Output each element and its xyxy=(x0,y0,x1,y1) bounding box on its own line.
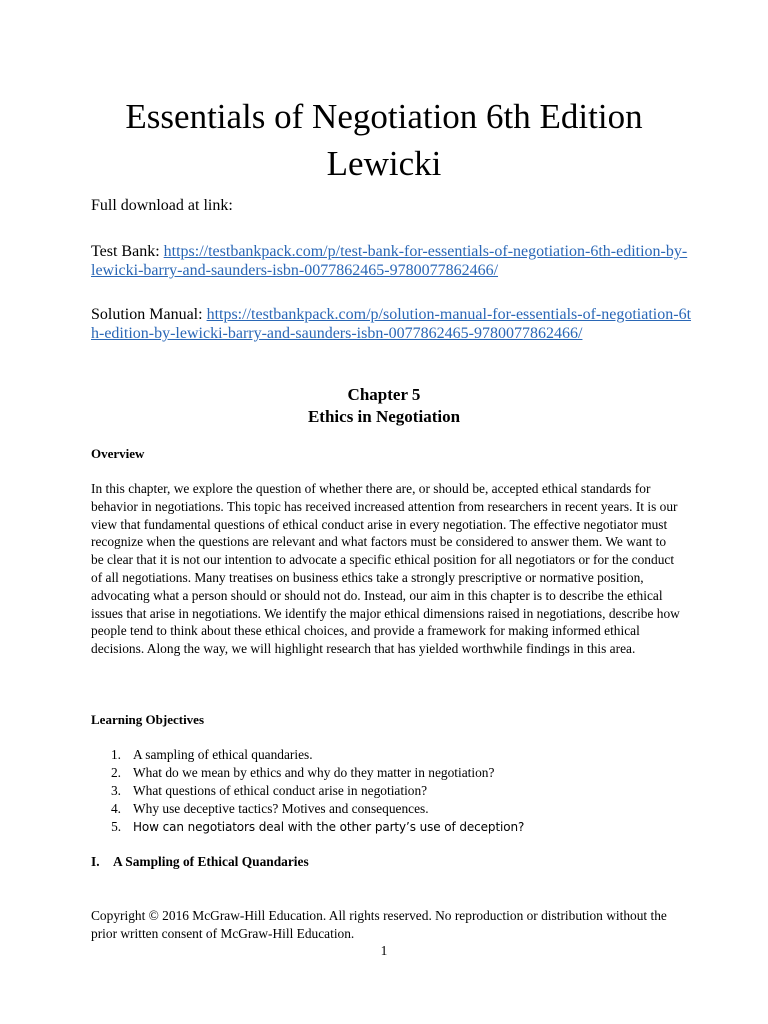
title-line-1: Essentials of Negotiation 6th Edition xyxy=(125,97,643,136)
list-item: 4. Why use deceptive tactics? Motives and consequences. xyxy=(110,801,429,816)
full-download-text: Full download at link: xyxy=(91,197,233,214)
overview-paragraph: In this chapter, we explore the question of whether there are, or should be, accepted ethical standards for behavior in negotiations. This topic has received increased attention from researchers in recent years. It is our view that fundamental questions of ethical conduct arise in every negotiation. The effective negotiator must recognize when the questions are relevant and what factors must be considered to answer them. We want to be clear that it is not our intention to advocate a specific ethical position for all negotiators or for the conduct of all negotiations. Many treatises on business ethics take a strongly prescriptive or normative position, advocating what a person should or should not do. Instead, our aim in this chapter is to describe the ethical issues that arise in negotiations. We identify the major ethical dimensions raised in negotiations, describe how people tend to think about these ethical choices, and provide a framework for making informed ethical decisions. Along the way, we will highlight research that has yielded worthwhile findings in this area. xyxy=(91,481,680,657)
section-number: I. xyxy=(91,854,100,869)
chapter-heading xyxy=(0,384,768,428)
copyright-footer: Copyright © 2016 McGraw-Hill Education. All rights reserved. No reproduction or distribution without the prior written consent of McGraw-Hill Education. xyxy=(91,908,667,941)
list-item: 2. What do we mean by ethics and why do they matter in negotiation? xyxy=(110,765,495,780)
chapter-title: Ethics in Negotiation xyxy=(307,407,461,426)
document-title xyxy=(0,93,768,187)
test-bank-line xyxy=(91,242,691,280)
section-title: A Sampling of Ethical Quandaries xyxy=(113,854,309,869)
chapter-number: Chapter 5 xyxy=(347,385,421,404)
section-heading xyxy=(91,854,309,870)
learning-objectives-heading: Learning Objectives xyxy=(91,712,205,727)
title-line-2: Lewicki xyxy=(326,144,442,183)
test-bank-label: Test Bank: xyxy=(91,243,160,260)
overview-heading: Overview xyxy=(91,446,145,461)
list-item: 3. What questions of ethical conduct arise in negotiation? xyxy=(110,783,428,798)
list-item: 1. A sampling of ethical quandaries. xyxy=(110,747,313,762)
solution-manual-link[interactable]: https://testbankpack.com/p/solution-manual-for-essentials-of-negotiation-6th-edition-by-lewicki-barry-and-saunders-isbn-0077862465-9780077862466/ xyxy=(91,306,692,342)
learning-objectives-list xyxy=(91,746,524,836)
solution-manual-line xyxy=(91,305,691,343)
page-number: 1 xyxy=(380,943,388,958)
list-item: 5. How can negotiators deal with the other party’s use of deception? xyxy=(111,819,525,834)
test-bank-link[interactable]: https://testbankpack.com/p/test-bank-for-essentials-of-negotiation-6th-edition-by-lewicki-barry-and-saunders-isbn-0077862465-9780077862466/ xyxy=(91,243,688,279)
solution-manual-label: Solution Manual: xyxy=(91,306,203,323)
